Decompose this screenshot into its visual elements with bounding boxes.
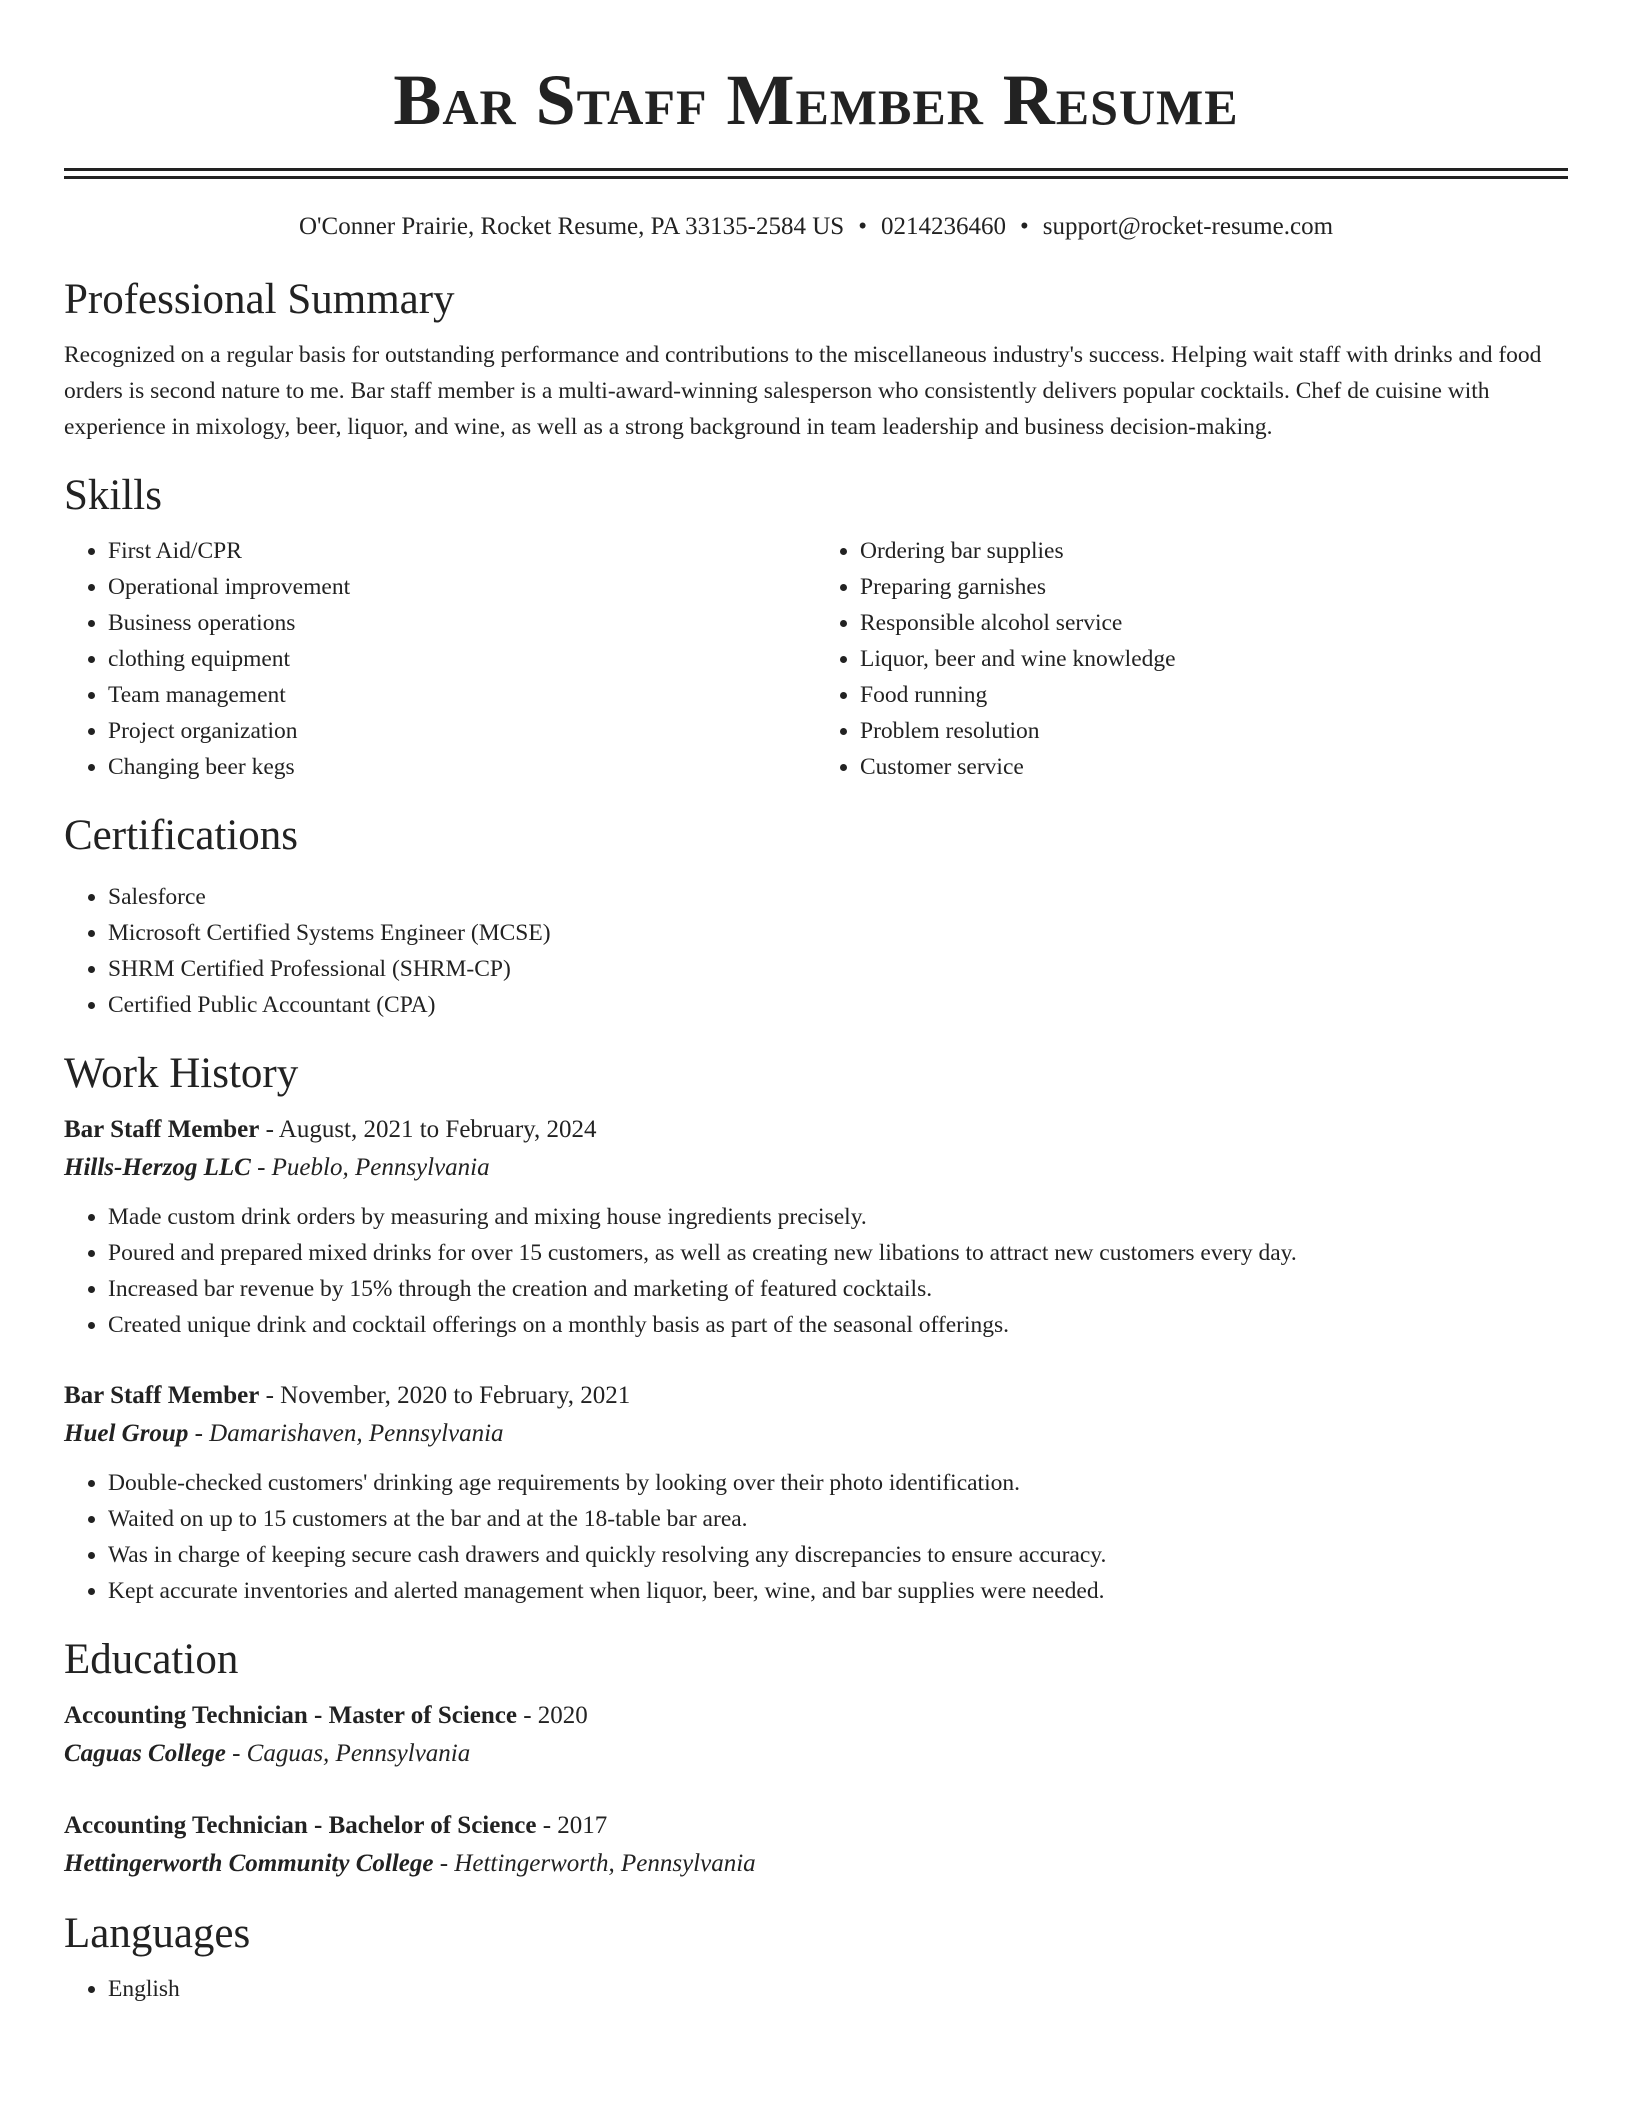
contact-separator: • xyxy=(858,213,867,240)
job-company-line xyxy=(64,1415,1568,1453)
job-bullet: • Kept accurate inventories and alerted management when liquor, beer, wine, and bar supplies were needed. xyxy=(108,1573,1568,1609)
job-dates: - August, 2021 to February, 2024 xyxy=(265,1116,597,1143)
section-professional-summary xyxy=(64,273,1568,445)
job-company: Hills-Herzog LLC xyxy=(64,1154,251,1181)
section-education xyxy=(64,1633,1568,1883)
certifications-list xyxy=(64,879,1568,1023)
contact-line xyxy=(64,211,1568,243)
language-item: • English xyxy=(108,1971,1568,2007)
job-location: - Pueblo, Pennsylvania xyxy=(257,1154,490,1181)
skill-item: • Responsible alcohol service xyxy=(860,605,1568,641)
job-title: Bar Staff Member xyxy=(64,1382,260,1409)
section-heading: Languages xyxy=(64,1910,251,1957)
job-entry xyxy=(64,1377,1568,1609)
job-entry xyxy=(64,1111,1568,1343)
education-entry xyxy=(64,1697,1568,1773)
education-school-line xyxy=(64,1735,1568,1773)
job-bullets xyxy=(64,1465,1568,1609)
education-degree-line xyxy=(64,1697,1568,1735)
job-company-line xyxy=(64,1149,1568,1187)
job-company: Huel Group xyxy=(64,1420,189,1447)
education-degree: Accounting Technician - Master of Science xyxy=(64,1702,517,1729)
job-bullet: • Waited on up to 15 customers at the bar and at the 18-table bar area. xyxy=(108,1501,1568,1537)
section-certifications xyxy=(64,809,1568,1023)
certification-item: • Certified Public Accountant (CPA) xyxy=(108,987,1568,1023)
job-dates: - November, 2020 to February, 2021 xyxy=(265,1382,631,1409)
job-title: Bar Staff Member xyxy=(64,1116,260,1143)
job-bullet: • Double-checked customers' drinking age requirements by looking over their photo identification. xyxy=(108,1465,1568,1501)
skill-item: • Business operations xyxy=(108,605,816,641)
job-title-line xyxy=(64,1111,1568,1149)
section-heading: Professional Summary xyxy=(64,276,455,323)
certification-item: • SHRM Certified Professional (SHRM-CP) xyxy=(108,951,1568,987)
skills-columns xyxy=(64,533,1568,785)
contact-email: support@rocket-resume.com xyxy=(1042,213,1334,240)
section-work-history xyxy=(64,1047,1568,1609)
skill-item: • First Aid/CPR xyxy=(108,533,816,569)
job-bullet: • Poured and prepared mixed drinks for over 15 customers, as well as creating new libations to attract new customers every day. xyxy=(108,1235,1568,1271)
certification-item: • Microsoft Certified Systems Engineer (MCSE) xyxy=(108,915,1568,951)
skill-item: • Operational improvement xyxy=(108,569,816,605)
skill-item: • Ordering bar supplies xyxy=(860,533,1568,569)
skill-item: • Food running xyxy=(860,677,1568,713)
education-degree: Accounting Technician - Bachelor of Science xyxy=(64,1812,537,1839)
section-heading: Certifications xyxy=(64,812,299,859)
resume-title: Bar Staff Member Resume xyxy=(393,60,1239,140)
skills-list-right xyxy=(816,533,1568,785)
education-year: - 2020 xyxy=(523,1702,588,1729)
skill-item: • Preparing garnishes xyxy=(860,569,1568,605)
education-year: - 2017 xyxy=(542,1812,608,1839)
languages-list xyxy=(64,1971,1568,2007)
skill-item: • Customer service xyxy=(860,749,1568,785)
section-heading: Work History xyxy=(64,1050,299,1097)
education-degree-line xyxy=(64,1807,1568,1845)
certification-item: • Salesforce xyxy=(108,879,1568,915)
education-school-line xyxy=(64,1845,1568,1883)
skill-item: • Project organization xyxy=(108,713,816,749)
job-title-line xyxy=(64,1377,1568,1415)
section-heading: Education xyxy=(64,1636,239,1683)
summary-text: Recognized on a regular basis for outstanding performance and contributions to the miscellaneous industry's success. Helping wait staff with drinks and food orders is second nature to me. Bar staff member is a multi-award-winning salesperson who consistently delivers popular cocktails. Chef de cuisine with experience in mixology, beer, liquor, and wine, as well as a strong background in team leadership and business decision-making. xyxy=(64,342,1542,440)
education-location: - Hettingerworth, Pennsylvania xyxy=(439,1850,756,1877)
contact-separator: • xyxy=(1019,213,1029,240)
job-bullet: • Made custom drink orders by measuring and mixing house ingredients precisely. xyxy=(108,1199,1568,1235)
section-skills xyxy=(64,469,1568,785)
education-entry xyxy=(64,1807,1568,1883)
education-location: - Caguas, Pennsylvania xyxy=(232,1740,471,1767)
section-languages xyxy=(64,1907,1568,2007)
skill-item: • Liquor, beer and wine knowledge xyxy=(860,641,1568,677)
education-school: Caguas College xyxy=(64,1740,226,1767)
skill-item: • Changing beer kegs xyxy=(108,749,816,785)
job-location: - Damarishaven, Pennsylvania xyxy=(194,1420,504,1447)
skills-list-left xyxy=(64,533,816,785)
job-bullets xyxy=(64,1199,1568,1343)
education-school: Hettingerworth Community College xyxy=(64,1850,434,1877)
job-bullet: • Created unique drink and cocktail offerings on a monthly basis as part of the seasonal offerings. xyxy=(108,1307,1568,1343)
title-double-rule xyxy=(64,168,1568,179)
job-bullet: • Was in charge of keeping secure cash drawers and quickly resolving any discrepancies to ensure accuracy. xyxy=(108,1537,1568,1573)
contact-phone: 0214236460 xyxy=(880,213,1006,240)
skill-item: • Team management xyxy=(108,677,816,713)
job-bullet: • Increased bar revenue by 15% through the creation and marketing of featured cocktails. xyxy=(108,1271,1568,1307)
section-heading: Skills xyxy=(64,472,162,519)
skill-item: • clothing equipment xyxy=(108,641,816,677)
skill-item: • Problem resolution xyxy=(860,713,1568,749)
contact-address: O'Conner Prairie, Rocket Resume, PA 33135-2584 US xyxy=(298,213,845,240)
